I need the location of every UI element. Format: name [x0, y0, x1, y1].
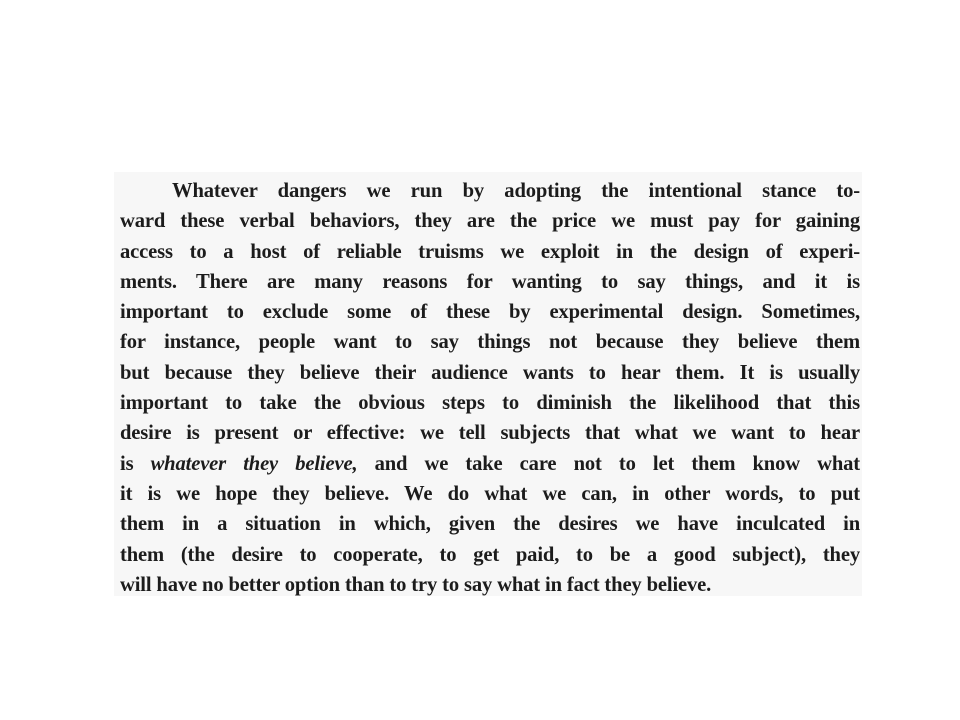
text-line: for instance, people want to say things not because they believe them: [120, 331, 860, 354]
text-line: desire is present or effective: we tell subjects that what we want to hear: [120, 422, 860, 445]
emphasized-text: whatever they believe,: [150, 452, 358, 475]
text-passage: [120, 176, 860, 600]
text-line: access to a host of reliable truisms we exploit in the design of experi-: [120, 240, 860, 263]
text-line: them in a situation in which, given the desires we have inculcated in: [120, 513, 860, 536]
line-text-before-emphasis: is: [120, 452, 151, 475]
text-line: important to exclude some of these by experimental design. Sometimes,: [120, 301, 860, 324]
text-line: them (the desire to cooperate, to get paid, to be a good subject), they: [120, 543, 860, 566]
line-text-after-emphasis: and we take care not to let them know what: [357, 452, 860, 475]
text-line-with-emphasis: [120, 449, 860, 479]
text-line: it is we hope they believe. We do what we can, in other words, to put: [120, 482, 860, 505]
text-line: Whatever dangers we run by adopting the intentional stance to-: [172, 180, 860, 202]
text-line: but because they believe their audience wants to hear them. It is usually: [120, 361, 860, 384]
text-line: ward these verbal behaviors, they are the price we must pay for gaining: [120, 210, 860, 233]
text-line: will have no better option than to try to say what in fact they believe.: [120, 573, 712, 596]
text-line: ments. There are many reasons for wanting to say things, and it is: [120, 270, 860, 293]
text-line: important to take the obvious steps to diminish the likelihood that this: [120, 392, 860, 415]
